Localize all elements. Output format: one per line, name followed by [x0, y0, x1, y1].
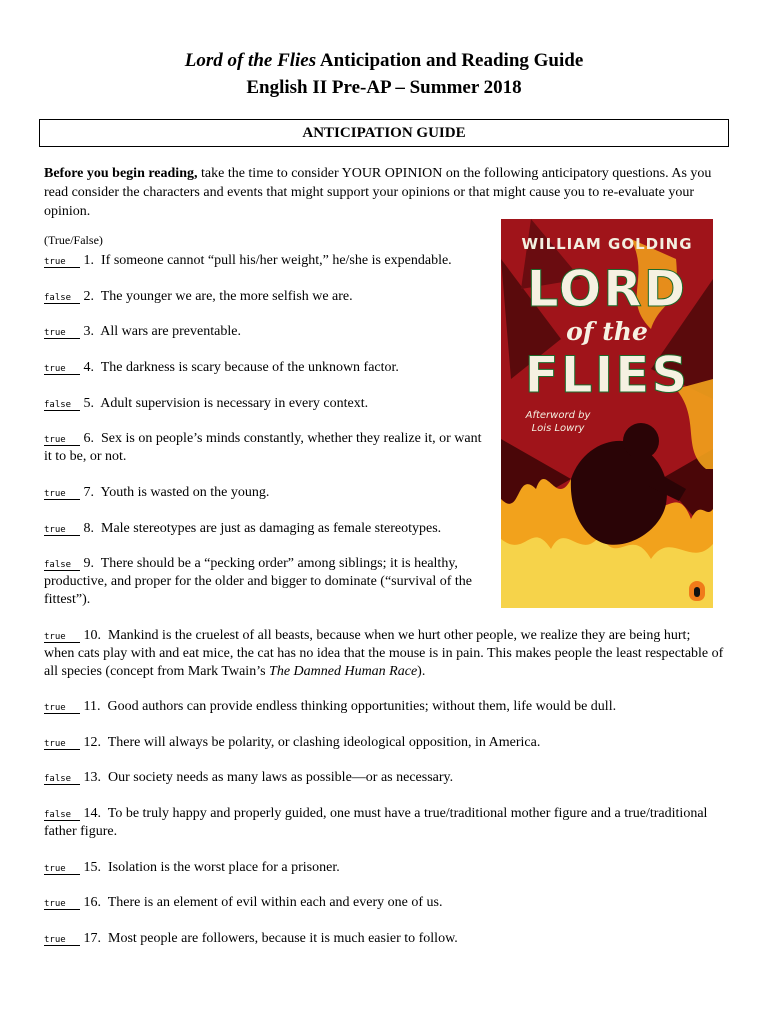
- question-text: Male stereotypes are just as damaging as female stereotypes.: [101, 521, 442, 536]
- question-text: Adult supervision is necessary in every context.: [100, 396, 369, 411]
- question-number: 2.: [83, 289, 94, 304]
- title-rest: Anticipation and Reading Guide: [316, 50, 584, 71]
- intro-bold: Before you begin reading,: [44, 166, 198, 181]
- question-text: Mankind is the cruelest of all beasts, because when we hurt other people, we realize they are being hurt; when cats play with and eat mice, the cat has no idea that the mouse is in pain. This makes people the least respectable of all species (concept from Mark Twain’s: [44, 628, 724, 679]
- question-number: 17.: [83, 931, 101, 946]
- answer-blank[interactable]: true: [44, 864, 80, 875]
- document-title: [0, 49, 768, 73]
- question-item: [44, 734, 724, 752]
- answer-blank[interactable]: true: [44, 257, 80, 268]
- question-text: To be truly happy and properly guided, one must have a true/traditional mother figure and a true/traditional father figure.: [44, 806, 708, 839]
- document-subtitle: English II Pre-AP – Summer 2018: [246, 77, 522, 98]
- question-text-tail: ).: [417, 664, 426, 679]
- question-item: [44, 859, 724, 877]
- question-text: The younger we are, the more selfish we are.: [100, 289, 353, 304]
- question-number: 9.: [83, 556, 94, 571]
- answer-blank[interactable]: false: [44, 560, 80, 571]
- question-text-italic: The Damned Human Race: [269, 664, 418, 679]
- question-number: 13.: [83, 770, 101, 785]
- question-text: If someone cannot “pull his/her weight,” he/she is expendable.: [101, 253, 452, 268]
- answer-blank[interactable]: true: [44, 525, 80, 536]
- question-number: 4.: [83, 360, 94, 375]
- answer-blank[interactable]: true: [44, 703, 80, 714]
- cover-title-of-the: of the: [566, 317, 648, 346]
- question-item: [44, 484, 489, 502]
- question-number: 12.: [83, 735, 101, 750]
- answer-blank[interactable]: true: [44, 435, 80, 446]
- answer-blank[interactable]: false: [44, 774, 80, 785]
- cover-title-flies: FLIES: [524, 346, 690, 404]
- intro-text: take the time to consider YOUR OPINION on the following anticipatory questions. As you read consider the characters and events that might support your opinions or that might cause you to re-evaluate your opinion.: [44, 166, 712, 219]
- penguin-logo-icon: [689, 581, 705, 601]
- answer-blank[interactable]: false: [44, 810, 80, 821]
- question-text: The darkness is scary because of the unknown factor.: [100, 360, 399, 375]
- question-text: There will always be polarity, or clashing ideological opposition, in America.: [107, 735, 541, 750]
- book-cover-image: [501, 219, 713, 608]
- section-heading: ANTICIPATION GUIDE: [39, 119, 729, 147]
- question-number: 15.: [83, 860, 101, 875]
- cover-title-lord: LORD: [526, 260, 688, 318]
- answer-blank[interactable]: true: [44, 328, 80, 339]
- question-item: [44, 252, 489, 270]
- answer-blank[interactable]: false: [44, 400, 80, 411]
- cover-afterword: [513, 409, 603, 435]
- question-item: [44, 430, 489, 466]
- question-number: 8.: [83, 521, 94, 536]
- question-item: [44, 894, 724, 912]
- cover-afterword-line2: Lois Lowry: [531, 423, 585, 434]
- question-number: 14.: [83, 806, 101, 821]
- question-text: There should be a “pecking order” among siblings; it is healthy, productive, and proper for the older and bigger to dominate (“survival of the fittest”).: [44, 556, 473, 607]
- question-item: [44, 930, 724, 948]
- true-false-label: (True/False): [44, 233, 103, 247]
- question-item: [44, 359, 489, 377]
- question-number: 11.: [83, 699, 101, 714]
- question-text: Sex is on people’s minds constantly, whether they realize it, or want it to be, or not.: [44, 431, 482, 464]
- question-item: [44, 805, 724, 841]
- question-number: 6.: [83, 431, 94, 446]
- question-number: 1.: [83, 253, 94, 268]
- question-number: 10.: [83, 628, 101, 643]
- answer-blank[interactable]: false: [44, 293, 80, 304]
- question-text: There is an element of evil within each and every one of us.: [107, 895, 443, 910]
- question-item: [44, 288, 489, 306]
- intro-paragraph: [44, 164, 732, 221]
- question-item: [44, 627, 724, 681]
- title-book-name: Lord of the Flies: [184, 50, 317, 71]
- answer-blank[interactable]: true: [44, 899, 80, 910]
- question-item: [44, 698, 724, 716]
- question-number: 7.: [83, 485, 94, 500]
- question-item: [44, 769, 724, 787]
- question-item: [44, 323, 489, 341]
- question-text: Our society needs as many laws as possible—or as necessary.: [108, 770, 454, 785]
- answer-blank[interactable]: true: [44, 632, 80, 643]
- question-item: [44, 555, 489, 609]
- question-text: Most people are followers, because it is much easier to follow.: [108, 931, 458, 946]
- answer-blank[interactable]: true: [44, 364, 80, 375]
- question-number: 16.: [83, 895, 101, 910]
- question-number: 5.: [83, 396, 94, 411]
- question-text: Isolation is the worst place for a prisoner.: [108, 860, 340, 875]
- question-item: [44, 395, 489, 413]
- question-text: Youth is wasted on the young.: [100, 485, 270, 500]
- answer-blank[interactable]: true: [44, 935, 80, 946]
- answer-blank[interactable]: true: [44, 489, 80, 500]
- cover-afterword-line1: Afterword by: [525, 410, 591, 421]
- answer-blank[interactable]: true: [44, 739, 80, 750]
- question-number: 3.: [83, 324, 94, 339]
- cover-author: WILLIAM GOLDING: [521, 235, 693, 253]
- question-text: Good authors can provide endless thinking opportunities; without them, life would be dull.: [107, 699, 617, 714]
- question-item: [44, 520, 489, 538]
- question-text: All wars are preventable.: [100, 324, 241, 339]
